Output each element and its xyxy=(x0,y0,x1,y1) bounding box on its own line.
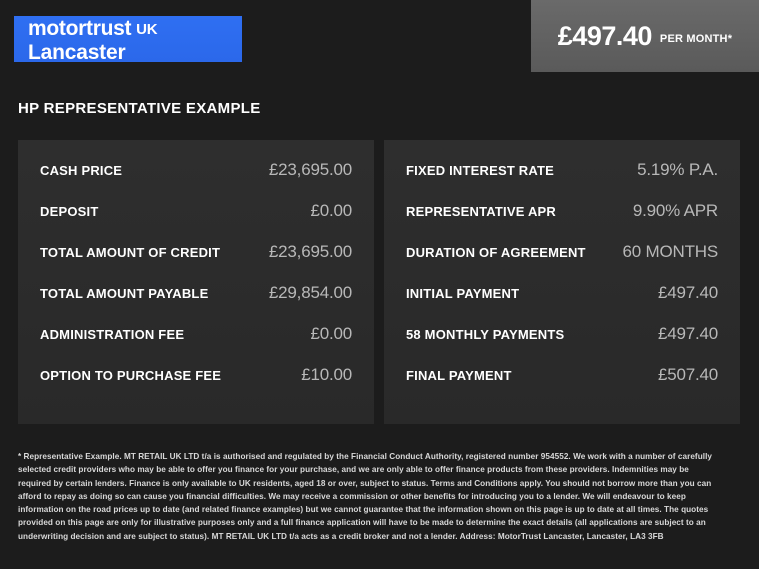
monthly-price-banner xyxy=(531,0,759,72)
monthly-price-suffix: PER MONTH* xyxy=(659,33,733,45)
finance-details-panels xyxy=(18,140,741,424)
row-value: £29,854.00 xyxy=(268,283,352,302)
row-label: FIXED INTEREST RATE xyxy=(406,163,555,178)
row-label: INITIAL PAYMENT xyxy=(406,286,520,301)
page-header xyxy=(0,0,759,72)
brand-region: UK xyxy=(136,21,158,38)
row-label: DURATION OF AGREEMENT xyxy=(406,245,586,260)
row-value: £507.40 xyxy=(657,365,718,384)
row-label: ADMINISTRATION FEE xyxy=(40,327,185,342)
brand-word-motor: motor xyxy=(28,17,86,40)
brand-word-trust: trust xyxy=(86,17,132,40)
row-value: £10.00 xyxy=(301,365,352,384)
row-value: £23,695.00 xyxy=(268,242,352,261)
row-value: £0.00 xyxy=(310,201,352,220)
table-row xyxy=(32,365,360,406)
table-row xyxy=(32,324,360,365)
row-label: TOTAL AMOUNT OF CREDIT xyxy=(40,245,221,260)
row-label: CASH PRICE xyxy=(40,163,123,178)
brand-logo-line-1 xyxy=(28,18,232,39)
row-value: 9.90% APR xyxy=(632,201,718,220)
row-label: OPTION TO PURCHASE FEE xyxy=(40,368,222,383)
row-value: £497.40 xyxy=(657,283,718,302)
row-value: £23,695.00 xyxy=(268,160,352,179)
disclaimer-text: * Representative Example. MT RETAIL UK LTD t/a is authorised and regulated by the Financial Conduct Authority, registered number 954552. We work with a number of carefully selected credit providers who may be able to offer you finance for your purchase, and we are only able to offer finance products from these providers. Indemnities may be required by certain lenders. Finance is only available to UK residents, aged 18 or over, subject to status. Terms and Conditions apply. You should not borrow more than you can afford to repay as doing so can cause you financial difficulties. We may receive a commission or other benefits for introducing you to a lender. We will endeavour to keep information on the road prices up to date (and related finance examples) but we cannot guarantee that the information shown on this page is up to date at all times. The quotes provided on this page are only for illustrative purposes only and a full finance application will have to be made to determine the exact details (all applications are subject to an underwriting decision and are subject to status). MT RETAIL UK LTD t/a acts as a credit broker and not a lender. Address: MotorTrust Lancaster, Lancaster, LA3 3FB xyxy=(18,452,713,541)
brand-logo-line-2: Lancaster xyxy=(28,41,126,64)
table-row xyxy=(398,365,726,406)
table-row xyxy=(32,160,360,201)
monthly-price-amount: £497.40 xyxy=(557,20,652,51)
row-value: 5.19% P.A. xyxy=(637,160,718,179)
row-value: £497.40 xyxy=(657,324,718,343)
table-row xyxy=(32,242,360,283)
row-value: £0.00 xyxy=(310,324,352,343)
table-row xyxy=(32,283,360,324)
row-label: DEPOSIT xyxy=(40,204,99,219)
row-label: FINAL PAYMENT xyxy=(406,368,512,383)
table-row xyxy=(398,201,726,242)
page-title: HP REPRESENTATIVE EXAMPLE xyxy=(18,100,261,117)
row-label: REPRESENTATIVE APR xyxy=(406,204,556,219)
finance-panel-right xyxy=(384,140,740,424)
table-row xyxy=(398,242,726,283)
row-label: TOTAL AMOUNT PAYABLE xyxy=(40,286,209,301)
table-row xyxy=(398,160,726,201)
row-value: 60 MONTHS xyxy=(622,242,718,261)
table-row xyxy=(398,283,726,324)
table-row xyxy=(32,201,360,242)
table-row xyxy=(398,324,726,365)
finance-panel-left xyxy=(18,140,374,424)
row-label: 58 MONTHLY PAYMENTS xyxy=(406,327,565,342)
brand-logo[interactable] xyxy=(14,16,242,62)
